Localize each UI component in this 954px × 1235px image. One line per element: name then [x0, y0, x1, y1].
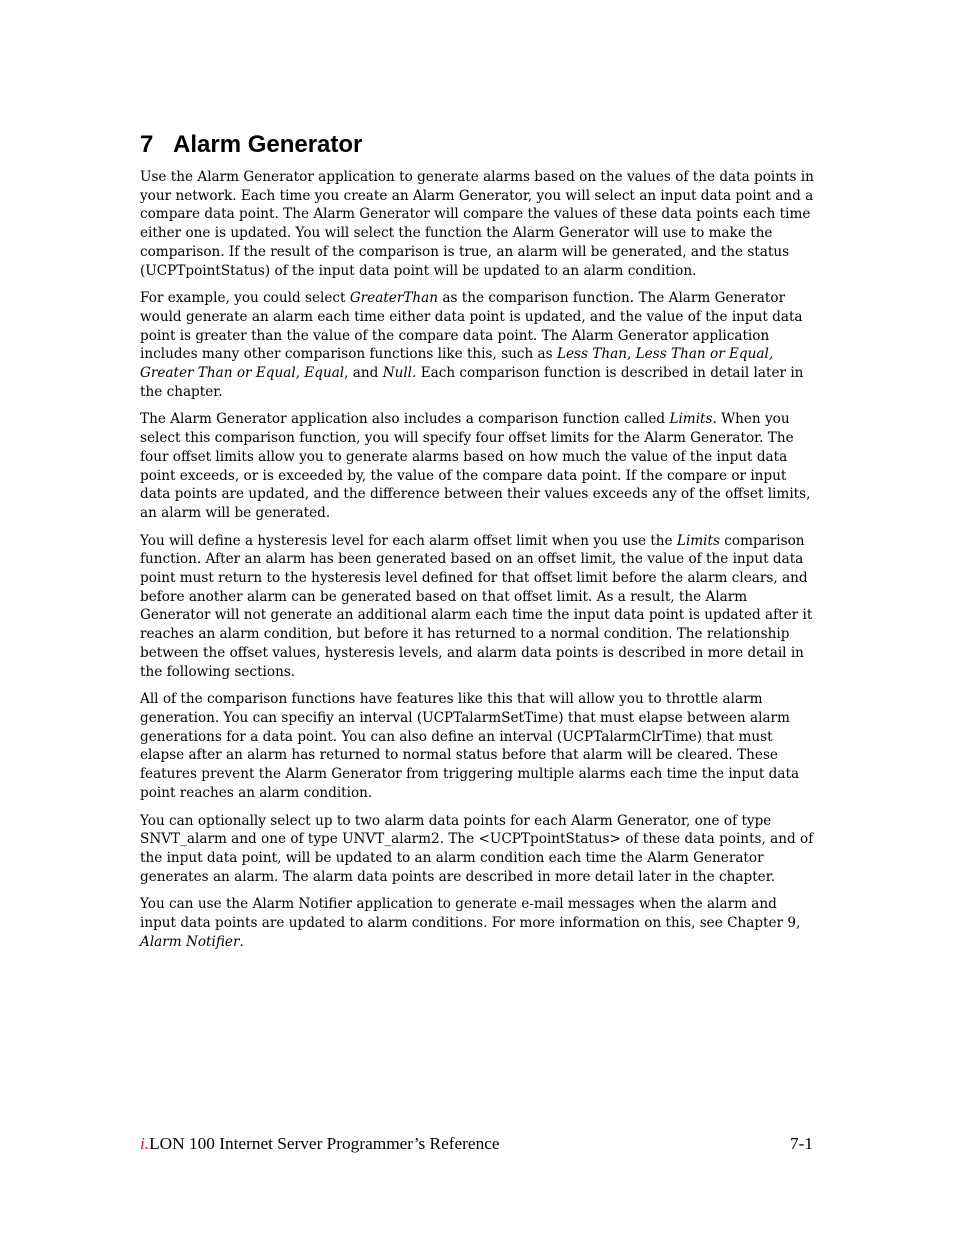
paragraph-hysteresis: You will define a hysteresis level for each alarm offset limit when you use the Limits comparison function. After an alarm has been generated based on an offset limit, the value of the input data point must return to the hysteresis level defined for that offset limit before the alarm clears, and before another alarm can be generated based on that offset limit. As a result, the Alarm Generator will not generate an additional alarm each time the input data point is updated after it reaches an alarm condition, but before it has returned to a normal condition. The relationship between the offset values, hysteresis levels, and alarm data points is described in more detail in the following sections. [140, 532, 813, 680]
paragraph-intro: Use the Alarm Generator application to generate alarms based on the values of the data points in your network. Each time you create an Alarm Generator, you will select an input data point and a compare data point. The Alarm Generator will compare the values of these data points each time either one is updated. You will select the function the Alarm Generator will use to make the comparison. If the result of the comparison is true, an alarm will be generated, and the status (UCPTpointStatus) of the input data point will be updated to an alarm condition. [140, 169, 814, 279]
term-less-than: Less Than [556, 346, 627, 363]
chapter-heading [140, 128, 816, 162]
term-limits: Limits [669, 411, 713, 428]
page-number: 7-1 [789, 1134, 813, 1153]
footer-title: i.LON 100 Internet Server Programmer’s Reference [140, 1134, 500, 1153]
brand-i: i. [140, 1134, 150, 1153]
paragraph-example: For example, you could select GreaterThan as the comparison function. The Alarm Generator would generate an alarm each time either data point is updated, and the value of the input data point is greater than the value of the compare data point. The Alarm Generator application includes many other comparison functions like this, such as Less Than, Less Than or Equal, Greater Than or Equal, Equal, and Null. Each comparison function is described in detail later in the chapter. [140, 290, 804, 400]
page-footer [140, 1134, 813, 1154]
paragraph-notifier: You can use the Alarm Notifier application to generate e-mail messages when the alarm and input data points are updated to alarm conditions. For more information on this, see Chapter 9, Alarm Notifier. [140, 896, 801, 950]
term-limits: Limits [676, 532, 720, 549]
paragraph-alarm-points: You can optionally select up to two alarm data points for each Alarm Generator, one of type SNVT_alarm and one of type UNVT_alarm2. The <UCPTpointStatus> of these data points, and of the input data point, will be updated to an alarm condition each time the Alarm Generator generates an alarm. The alarm data points are described in more detail later in the chapter. [140, 812, 814, 885]
term-null: Null [382, 365, 413, 382]
paragraph-throttle: All of the comparison functions have features like this that will allow you to throttle alarm generation. You can specifiy an interval (UCPTalarmSetTime) that must elapse between alarm generations for a data point. You can also define an interval (UCPTalarmClrTime) that must elapse after an alarm has returned to normal status before that alarm will be cleared. These features prevent the Alarm Generator from triggering multiple alarms each time the input data point reaches an alarm condition. [140, 691, 800, 801]
chapter-title: Alarm Generator [173, 131, 363, 158]
term-comparison-list: Less Than or Equal, Greater Than or Equal, Equal [140, 346, 774, 382]
paragraph-limits: The Alarm Generator application also includes a comparison function called Limits. When you select this comparison function, you will specify four offset limits for the Alarm Generator. The four offset limits allow you to generate alarms based on how much the value of the input data point exceeds, or is exceeded by, the value of the compare data point. If the compare or input data points are updated, and the difference between their values exceeds any of the offset limits, an alarm will be generated. [140, 411, 811, 521]
chapter-reference: Alarm Notifier [140, 933, 240, 950]
page-body [140, 128, 816, 960]
term-greaterthan: GreaterThan [349, 290, 439, 307]
chapter-number: 7 [140, 131, 154, 158]
